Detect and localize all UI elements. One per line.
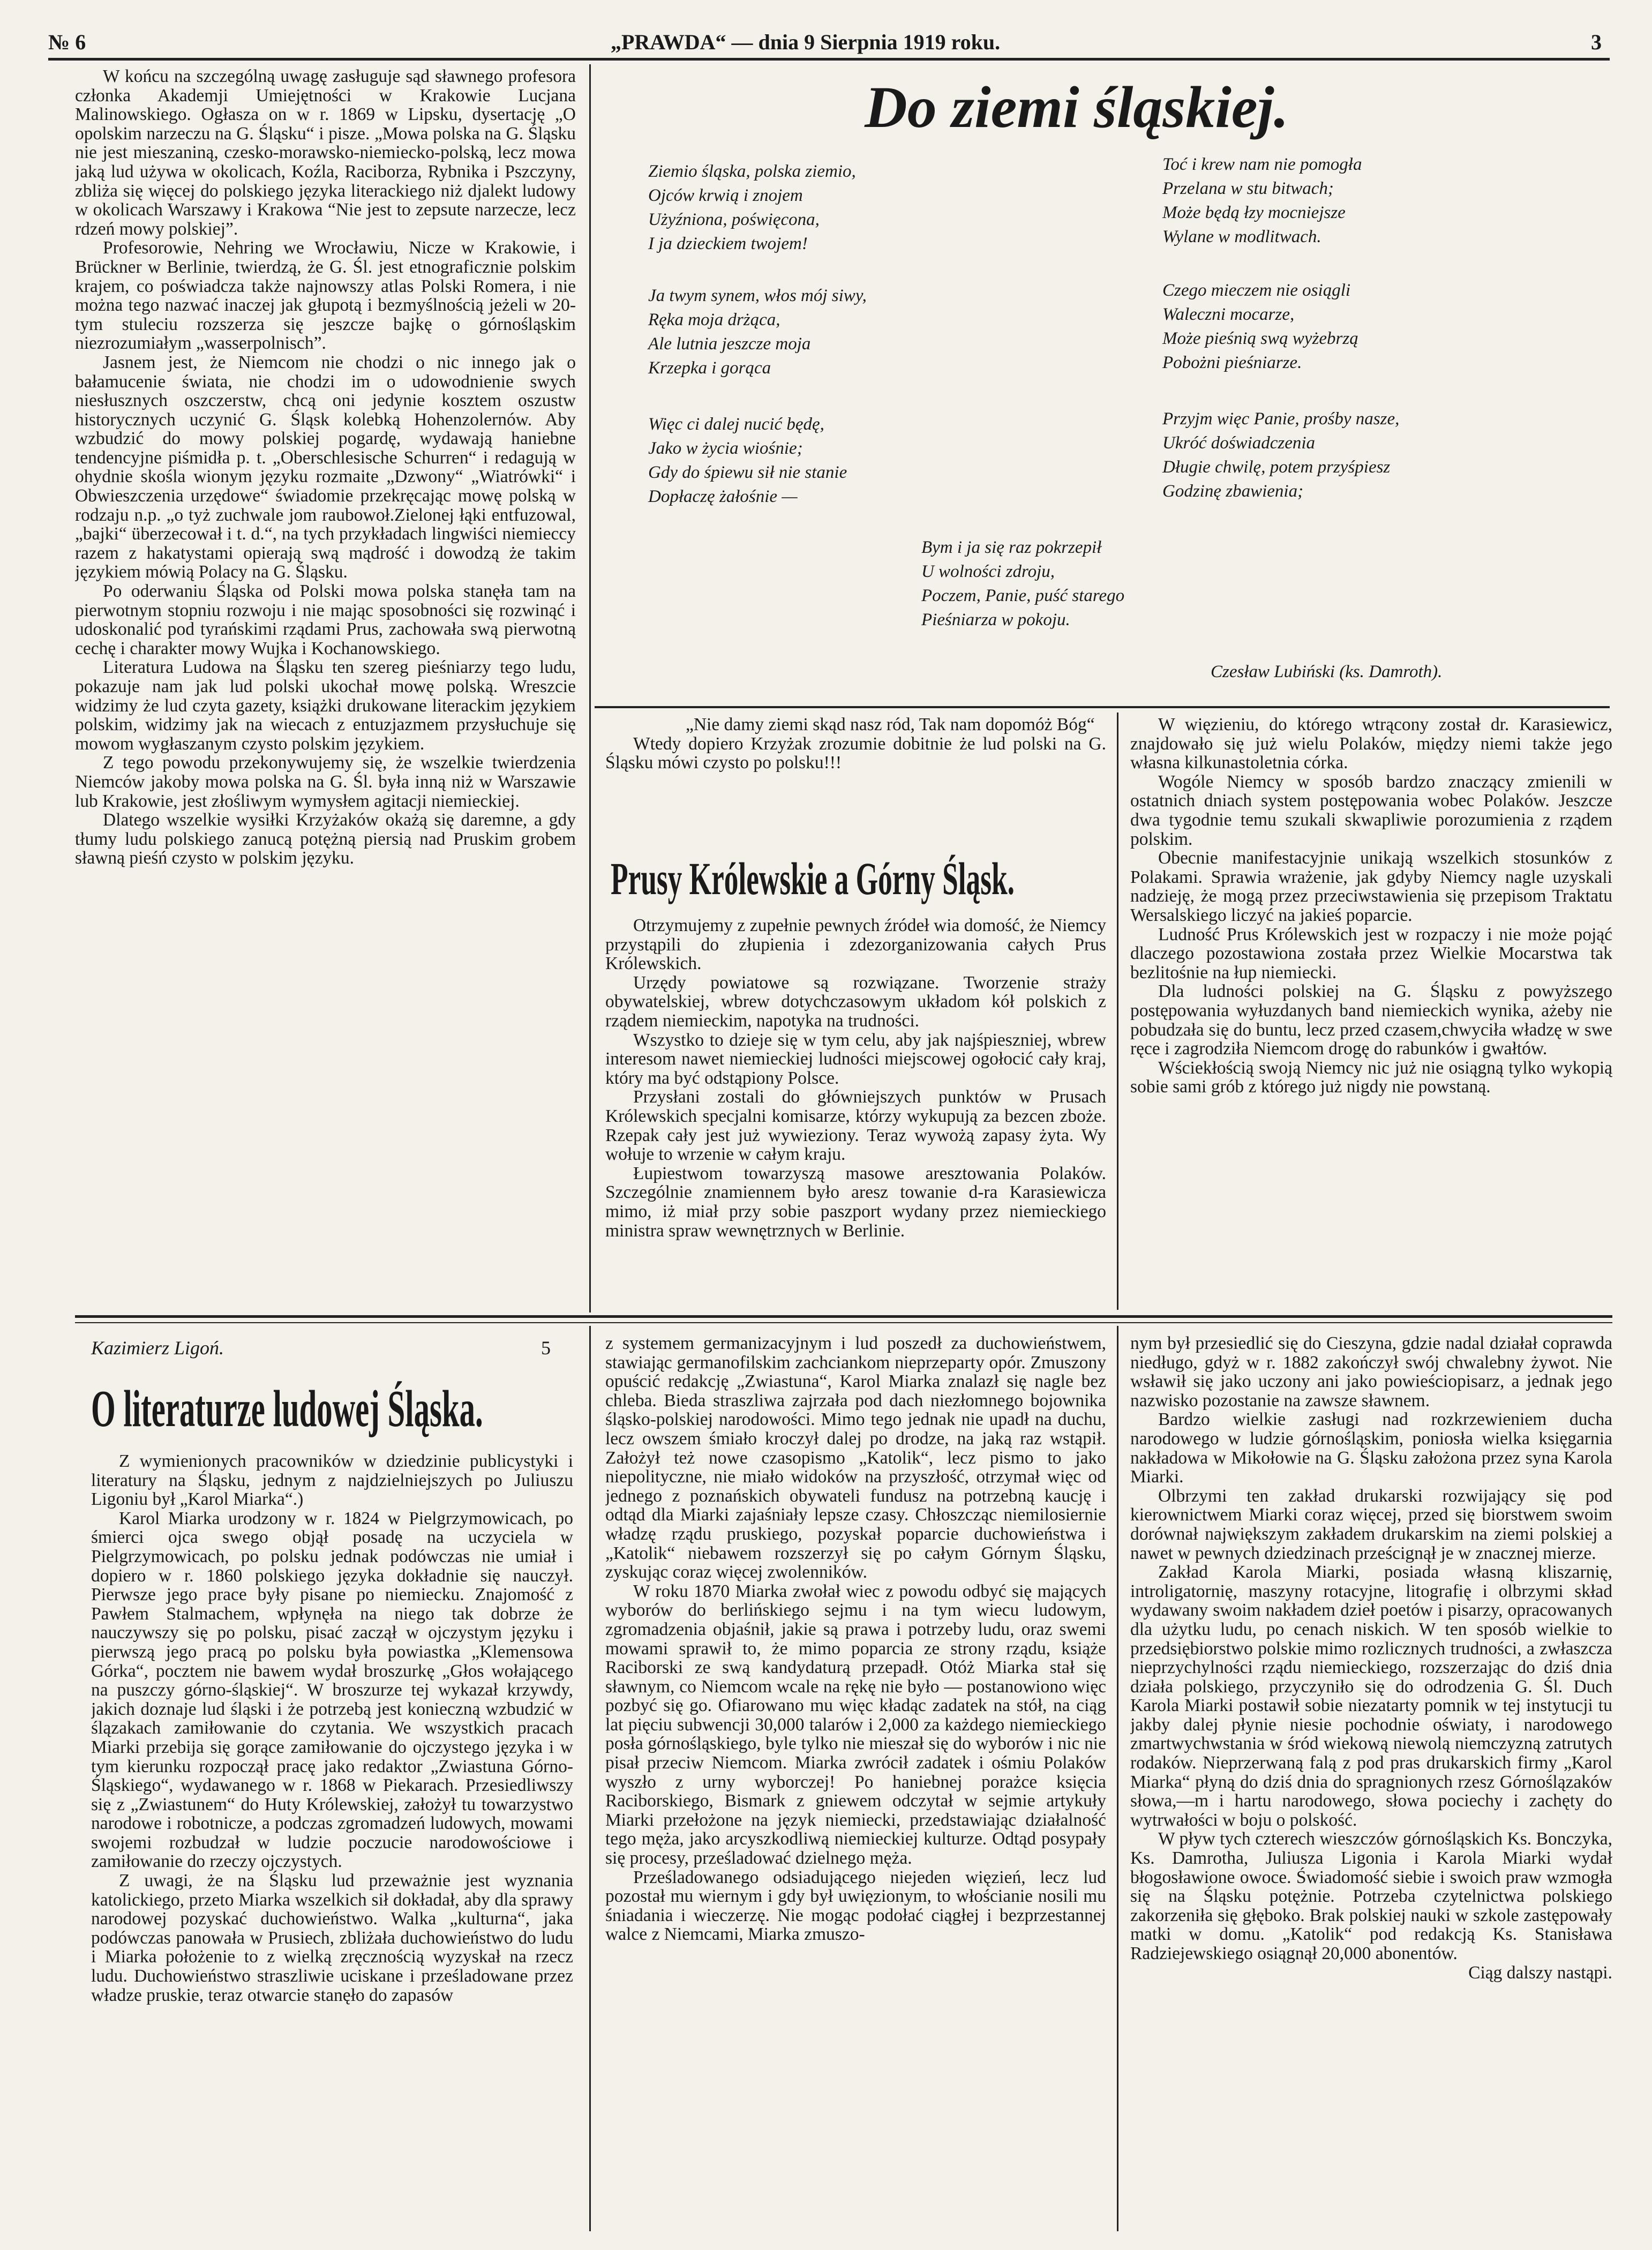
column-divider [589, 64, 591, 1312]
paragraph: Wogóle Niemcy w sposób bardzo znaczący zmienili w ostatnich dniach system postępowania wobec Polaków. Jeszcze dwa tygodnie temu szukali skwapliwie porozumienia z rządem polskim. [1130, 771, 1612, 849]
verse-line: I ja dzieckiem twojem! [648, 234, 808, 253]
paragraph: Otrzymujemy z zupełnie pewnych źródeł wia domość, że Niemcy przystąpili do złupienia i zdezorganizowania całych Prus Królewskich. [605, 916, 1106, 974]
column-malinowski [75, 67, 576, 1310]
continued-note: Ciąg dalszy nastąpi. [1468, 1962, 1612, 1983]
paragraph: Zakład Karola Miarki, posiada własną kliszarnię, introligatornię, maszyny rotacyjne, litografię i olbrzymi skład wydawany swoim nakładem dzieł poetów i pisarzy, opracowanych dla użytku ludu, po cenach niskich. W ten sposób wielkie to przedsiębiorstwo polskie mimo rozlicznych trudności, a zwłaszcza nieprzychylności rządu niemieckiego, rozszerzając do dziś dnia działa polskiego, przyczyniło się do odrodzenia G. Śl. Duch Karola Miarki postawił sobie niezatarty pomnik w tej instytucji tu jakby dalej płynie niesie pochodnie oświaty, i narodowego zmartwychwstania w śród wiekową niewolą niemczyzną zatrutych rodaków. Nieprzerwaną falą z pod pras drukarskich firmy „Karol Miarka“ płyną do dziś dnia do spragnionych rzesz Górnoślązaków słowa,—m i hartu narodowego, słowa pociechy i zachęty do wytrwałości w boju o polskość. [1130, 1562, 1612, 1830]
verse-line: Pobożni pieśniarze. [1162, 353, 1302, 372]
paragraph: Z uwagi, że na Śląsku lud przeważnie jest wyznania katolickiego, przeto Miarka wszelkich sił dokładał, aby dla sprawy narodowej pozyskać duchowieństwo. Walka „kulturna“, jaka podówczas panowała w Prusiech, zbliżała duchowieństwo do ludu i Miarka położenie to z wielką zręcznością wyzyskał na rzecz ludu. Duchowieństwo straszliwie uciskane i prześladowane przez władze pruskie, teraz otwarcie stanęło do zapasów [91, 1871, 573, 2005]
paragraph: Po oderwaniu Śląska od Polski mowa polska stanęła tam na pierwotnym stopniu rozwoju i nie mając sposobności się rozwinąć i udoskonalić pod tyrańskimi rządami Prus, zachowała swą pierwotną cechę i charakter mowy Wujka i Kochanowskiego. [75, 581, 576, 658]
verse-line: Gdy do śpiewu sił nie stanie [648, 463, 847, 482]
column-divider [589, 1326, 591, 2231]
verse-line: Ukróć doświadczenia [1162, 433, 1316, 453]
paragraph: Dlatego wszelkie wysiłki Krzyżaków okażą się daremne, a gdy tłumy ludu polskiego zanucą potężną piersią nad Pruskim grobem sławną pieśń czysto w polskim języku. [75, 810, 576, 868]
column-divider [1117, 1326, 1118, 2231]
paragraph: Ludność Prus Królewskich jest w rozpaczy i nie może pojąć dlaczego pozostawiona została przez Wielkie Mocarstwa tak bezlitośnie na łup niemiecki. [1130, 924, 1612, 982]
paragraph: Przysłani zostali do główniejszych punktów w Prusach Królewskich specjalni komisarze, którzy wykupują za bezcen zboże. Rzepak cały jest już wywieziony. Teraz wywożą zapasy żyta. Wy wołuje to wrzenie w całym kraju. [605, 1087, 1106, 1165]
paragraph: Łupiestwom towarzyszą masowe aresztowania Polaków. Szczególnie znamiennem było aresz towanie d-ra Karasiewicza mimo, iż miał przy sobie paszport wydany przez niemieckiego ministra spraw wewnętrznych w Berlinie. [605, 1163, 1106, 1241]
stanza [1162, 279, 1358, 375]
verse-line: Godzinę zbawienia; [1162, 482, 1304, 501]
verse-line: Czego mieczem nie osiągli [1162, 281, 1351, 300]
paragraph: z systemem germanizacyjnym i lud poszedł za duchowieństwem, stawiając germanofilskim zachciankom nieprzeparty opór. Zmuszony opuścić redakcję „Zwiastuna“, Karol Miarka znalazł się nagle bez chleba. Bieda straszliwa zajrzała pod dach niezłomnego bojownika śląsko-polskiej narodowości. Mimo tego jednak nie upadł na duchu, lecz owszem śmiało kroczył dalej po drodze, na jaką raz wstąpił. Założył też nowe czasopismo „Katolik“, lecz pismo to jako niepolityczne, nie miało widoków na przyszłość, otrzymał więc od jednego z poznańskich obywateli fundusz na potrzebną kaucję i odtąd dla Miarki zajaśniały lepsze czasy. Chłoszcząc niemilosiernie władzę rządu pruskiego, pozyskał poparcie duchowieństwa i „Katolik“ niebawem rozszerzył się po całym Górnym Śląsku, zyskując coraz więcej zwolenników. [605, 1334, 1106, 1582]
column-middle-top [605, 715, 1106, 844]
paragraph: Z wymienionych pracowników w dziedzinie publicystyki i literatury na Śląsku, jednym z najdzielniejszych po Juliuszu Ligoniu był „Karol Miarka“.) [91, 1452, 573, 1510]
stanza [648, 412, 847, 509]
column-ligon-1 [91, 1452, 573, 2229]
article-title-ligon: O literaturze ludowej Śląska. [91, 1380, 483, 1438]
paragraph: Obecnie manifestacyjnie unikają wszelkich stosunków z Polakami. Sprawia wrażenie, jak gdyby Niemcy nagle uzyskali nadzieję, że mogą przez przeciwstawienia się przepisom Traktatu Wersalskiego liczyć na jakieś poparcie. [1130, 848, 1612, 925]
stanza [648, 160, 856, 256]
verse-line: Pieśniarza w pokoju. [921, 610, 1070, 629]
paragraph: Literatura Ludowa na Śląsku ten szereg pieśniarzy tego ludu, pokazuje nam jak lud polski ukochał mowę polską. Wreszcie widzimy że lud czyta gazety, książki drukowane literackim językiem polskim, widzimy jak na wiecach z entuzjazmem przysłuchuje się mowom wygłaszanym czysto polskim językiem. [75, 657, 576, 754]
verse-line: Bym i ja się raz pokrzepił [921, 538, 1102, 557]
verse-line: Ale lutnia jeszcze moja [648, 334, 811, 354]
section-rule-thin [75, 1322, 1612, 1323]
verse-line: Dopłaczę żałośnie — [648, 487, 798, 506]
poem-final-stanza [921, 536, 1124, 632]
paragraph: W pływ tych czterech wieszczów górnośląskich Ks. Bonczyka, Ks. Damrotha, Juliusza Ligonia i Karola Miarki wydał błogosławione owoce. Świadomość siebie i swoich praw wzmogła się na Śląsku potężnie. Potrzeba czytelnictwa polskiego zakorzeniła się głęboko. Brak polskiej nauki w szkole zastępowały matki w domu. „Katolik“ pod redakcją Ks. Stanisława Radziejewskiego osiągnął 20,000 abonentów. [1130, 1829, 1612, 1963]
verse-line: Może będą łzy mocniejsze [1162, 203, 1346, 222]
verse-line: Przelana w stu bitwach; [1162, 179, 1334, 198]
column-ligon-2 [605, 1334, 1106, 2229]
paragraph: Urzędy powiatowe są rozwiązane. Tworzenie straży obywatelskiej, wbrew dotychczasowym układom kół polskich z rządem niemieckim, napotyka na trudności. [605, 972, 1106, 1031]
verse-line: Waleczni mocarze, [1162, 305, 1295, 324]
poem-title: Do ziemi śląskiej. [865, 74, 1289, 140]
verse-line: Ja twym synem, włos mój siwy, [648, 286, 867, 305]
verse-line: Długie chwilę, potem przyśpiesz [1162, 458, 1391, 477]
verse-line: Ziemio śląska, polska ziemio, [648, 162, 856, 181]
stanza [648, 284, 867, 380]
verse-line: U wolności zdroju, [921, 562, 1055, 581]
column-ligon-3 [1130, 1334, 1612, 2229]
article-part-number: 5 [541, 1337, 551, 1359]
issue-number: № 6 [48, 30, 86, 54]
stanza [1162, 407, 1399, 504]
verse-line: Ręka moja drżąca, [648, 310, 780, 329]
header-rule [48, 58, 1610, 61]
paragraph: Bardzo wielkie zasługi nad rozkrzewieniem ducha narodowego w ludzie górnośląskim, poniosła wielka księgarnia nakładowa w Mikołowie na G. Śląsku założona przez syna Karola Miarki. [1130, 1409, 1612, 1487]
paragraph: Wściekłością swoją Niemcy nic już nie osiągną tylko wykopią sobie sami grób z którego już nigdy nie powstaną. [1130, 1058, 1612, 1097]
paragraph: Wszystko to dzieje się w tym celu, aby jak najśpieszniej, wbrew interesom nawet niemieckiej ludności miejscowej ogołocić cały kraj, który ma być odstąpiony Polsce. [605, 1030, 1106, 1088]
paragraph: nym był przesiedlić się do Cieszyna, gdzie nadal działał coprawda niedługo, gdyż w r. 1882 zakończył swój chwalebny żywot. Nie wsławił się jako uczony ani jako powieściopisarz, a jednak jego nazwisko pozostanie na zawsze sławnem. [1130, 1334, 1612, 1411]
paragraph: Prześladowanego odsiadującego niejeden więzień, lecz lud pozostał mu wiernym i gdy był uwięzionym, to włościanie nosili mu śniadania i wieczerzę. Nie mogąc podołać ciągłej i bezprzestannej walce z Niemcami, Miarka zmuszo- [605, 1867, 1106, 1945]
section-rule [75, 1315, 1612, 1318]
paragraph: Dla ludności polskiej na G. Śląsku z powyższego postępowania wyłuzdanych band niemieckich wynika, ażeby nie pobudzała się do buntu, lecz przed czasem,chwyciła władzę w swe ręce i zagrodziła Niemcom drogę do rabunków i gwałtów. [1130, 981, 1612, 1059]
paragraph: W więzieniu, do którego wtrącony został dr. Karasiewicz, znajdowało się już wielu Polaków, między niemi także jego własna kilkunastoletnia córka. [1130, 715, 1612, 773]
verse-line: Jako w życia wiośnie; [648, 439, 803, 458]
stanza [1162, 153, 1362, 249]
verse-line: Przyjm więc Panie, prośby nasze, [1162, 409, 1400, 429]
column-right-mid [1130, 715, 1612, 1310]
page-number: 3 [1591, 30, 1602, 54]
verse-line: Może pieśnią swą wyżebrzą [1162, 329, 1358, 348]
verse-line: Ojców krwią i znojem [648, 186, 803, 205]
paragraph: Jasnem jest, że Niemcom nie chodzi o nic innego jak o bałamucenie świata, nie chodzi im o udowodnienie swych niesłusznych oszczerstw, chcą oni jedynie kosztem oszustw historycznych uczynić G. Śląsk kolebką Hohenzolernów. Aby wzbudzić do mowy polskiej pogardę, wydawają haniebne tendencyjne piśmidła p. t. „Oberschlesische Schurren“ i redagują w ohydnie skośla wionym języku rozmaite „Dzwony“ „Wiatrówki“ i Obwieszczenia urzędowe“ świadomie przekręcając mowę polską w rodzaju n.p. „o tyż zuchwale jom raubowoł.Zielonej łąki entfuzowal, „bajki“ überzecował i t. d.“, na tych przykładach lingwiści niemieccy razem z hakatystami opierają swą mądrość i dowodzą że takim językiem mówią Polacy na G. Śląsku. [75, 352, 576, 582]
paragraph: Olbrzymi ten zakład drukarski rozwijający się pod kierownictwem Miarki coraz więcej, przed się biorstwem swoim dorównał największym zakładem drukarskim na ziemi polskiej a nawet w pewnych dziedzinach prześcignął je w znacznej mierze. [1130, 1486, 1612, 1563]
article-author: Kazimierz Ligoń. [91, 1337, 224, 1359]
verse-line: Użyźniona, poświęcona, [648, 210, 820, 229]
article-title-prusy: Prusy Królewskie a Górny Śląsk. [611, 853, 1015, 904]
verse-line: Krzepka i gorąca [648, 358, 771, 378]
paragraph: W roku 1870 Miarka zwołał wiec z powodu odbyć się mających wyborów do berlińskiego sejmu i na tym wiecu ludowym, zgromadzenia objaśnił, jakie są prawa i potrzeby ludu, oraz swemi mowami sprawił to, że mimo poparcia ze strony rządu, książe Raciborski ze swą kandydaturą przepadł. Otóż Miarka stał się sławnym, co Niemcom wcale na rękę nie było — postanowiono więc pozbyć się go. Ofiarowano mu więc kładąc zadatek na stół, na ciąg lat pięciu subwencji 30,000 talarów i 2,000 za każdego niemieckiego posła górnośląskiego, byle tylko nie mieszał się do wyborów i nic nie pisał przeciw Niemcom. Miarka zwrócił zadatek i ośmiu Polaków wyszło z urny wyborczej! Po haniebnej porażce księcia Raciborskiego, Bismark z gniewem odczytał w sejmie artykuły Miarki przełożone na język niemiecki, przedstawiając działalność tego męża, jako arcyszkodliwą niemieckiej kulturze. Odtąd posypały się procesy, prześladować dzielnego męża. [605, 1581, 1106, 1869]
page-header [48, 29, 1607, 62]
paragraph: Wtedy dopiero Krzyżak zrozumie dobitnie że lud polski na G. Śląsku mówi czysto po polsku!!! [605, 733, 1106, 773]
verse-line: Toć i krew nam nie pomogła [1162, 155, 1362, 174]
verse-line: Poczem, Panie, puść starego [921, 586, 1125, 605]
paragraph: W końcu na szczególną uwagę zasługuje sąd sławnego profesora członka Akademji Umiejętności w Krakowie Lucjana Malinowskiego. Ogłasza on w r. 1869 w Lipsku, dysertację „O opolskim narzeczu na G. Śląsku“ i pisze. „Mowa polska na G. Śląsku nie jest mieszaniną, czesko-morawsko-niemiecko-polską, lecz mowa jaką lud używa w okolicach, Koźla, Raciborza, Rybnika i Pszczyny, zbliża się więcej do polskiego języka literackiego niż djalekt ludowy w okolicach Warszawy i Krakowa “Nie jest to zepsute narzecze, lecz rdzeń mowy polskiej”. [75, 67, 576, 239]
quote: „Nie damy ziemi skąd nasz ród, Tak nam dopomóż Bóg“ [686, 715, 1095, 734]
verse-line: Więc ci dalej nucić będę, [648, 415, 824, 434]
column-divider [1117, 712, 1118, 1310]
paragraph: Karol Miarka urodzony w r. 1824 w Pielgrzymowicach, po śmierci ojca swego objął posadę na uczyciela w Pielgrzymowicach, po polsku jednak podówczas nie umiał i dopiero w r. 1860 polskiego języka dokładnie się nauczył. Pierwsze jego prace były pisane po niemiecku. Znajomość z Pawłem Stalmachem, wpłynęła na niego tak dobrze że nauczywszy się po polsku, pisać zaczął w ojczystym języku i pierwszą jego pracą po polsku była powiastka „Klemensowa Górka“, pocztem nie bawem wydał broszurkę „Głos wołającego na puszczy górno-śląskiej“. W broszurze tej wykazał krzywdy, jakich doznaje lud śląski i że potrzebą jest konieczną wzbudzić w ślązakach zamiłowanie do czytania. We wszystkich pracach Miarki przebija się gorące zamiłowanie do ojczystego języka i w tym kierunku rozpoczął pracę jako redaktor „Zwiastuna Górno-Śląskiego“, wydawanego w r. 1868 w Piekarach. Przesiedliwszy się z „Zwiastunem“ do Huty Królewskiej, założył tu towarzystwo narodowe i robotnicze, a podczas zgromadzeń ludowych, mowami swojemi rozbudzał w ludzie poczucie narodowościowe i zamiłowanie do rzeczy ojczystych. [91, 1508, 573, 1872]
paragraph: Z tego powodu przekonywujemy się, że wszelkie twierdzenia Niemców jakoby mowa polska na G. Śl. była inną niż w Warszawie lub Krakowie, jest złośliwym wymysłem agitacji niemieckiej. [75, 753, 576, 811]
column-prusy [605, 916, 1106, 1310]
masthead: „PRAWDA“ — dnia 9 Sierpnia 1919 roku. [611, 30, 1001, 54]
paragraph: Profesorowie, Nehring we Wrocławiu, Nicze w Krakowie, i Brückner w Berlinie, twierdzą, że G. Śl. jest etnograficznie polskim krajem, co poświadcza także najnowszy atlas Polski Romera, i nie można tego nazwać inaczej jak głupotą i bezmyślnością jeżeli w 20-tym stuleciu rozszerza się jeszcze bajkę o górnośląskim niezrozumiałym „wasserpolnisch”. [75, 238, 576, 354]
poem-rule [595, 706, 1610, 708]
poem-signature: Czesław Lubiński (ks. Damroth). [1211, 662, 1443, 681]
verse-line: Wylane w modlitwach. [1162, 227, 1321, 246]
